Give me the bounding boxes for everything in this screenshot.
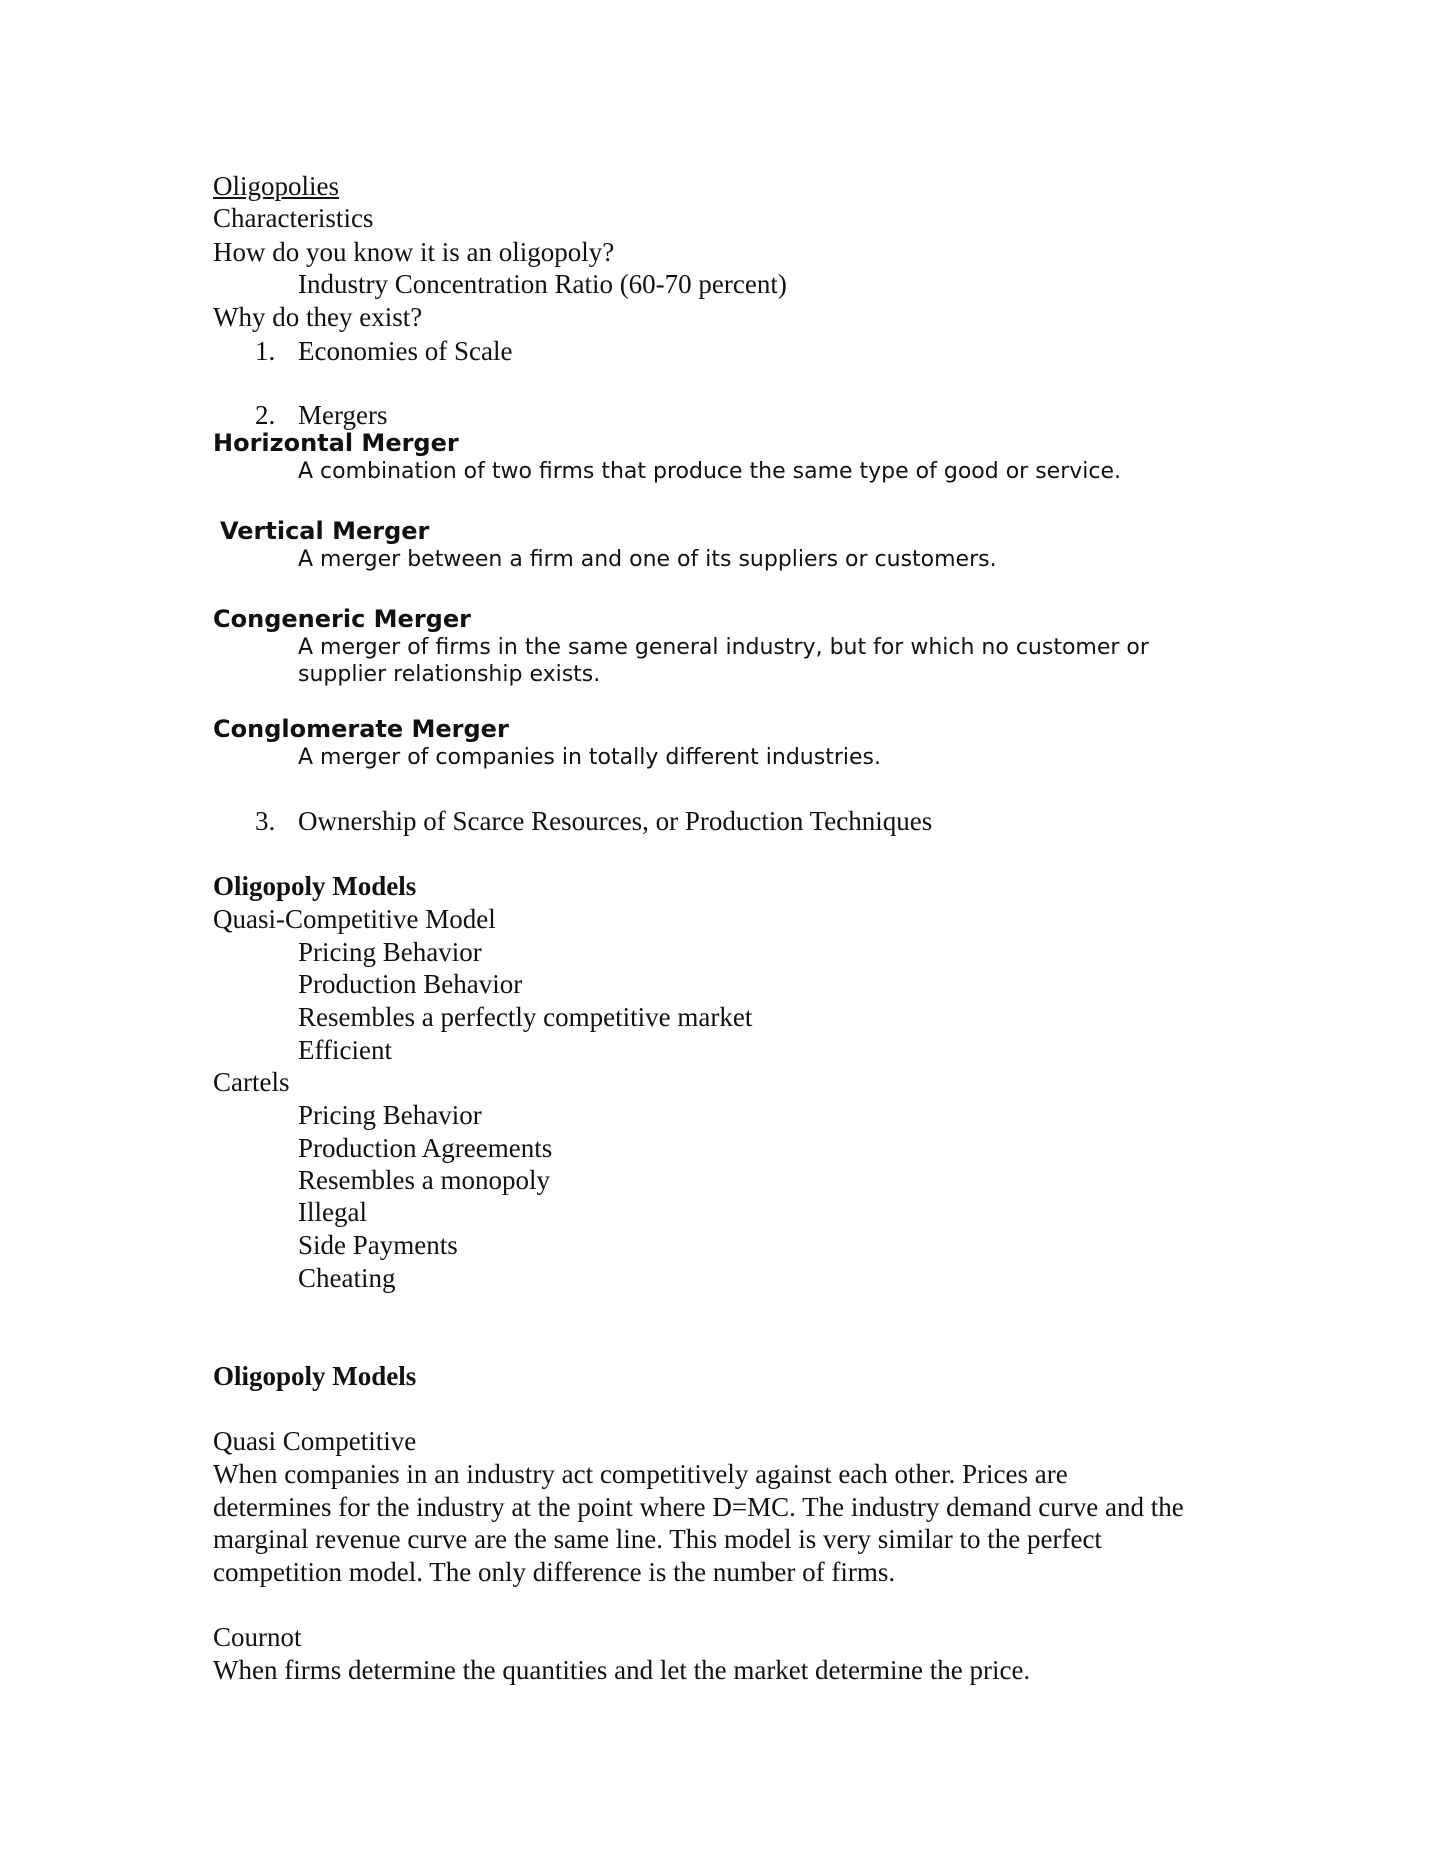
- cartel-item: Production Agreements: [298, 1133, 553, 1163]
- quasi-item: Efficient: [298, 1035, 392, 1065]
- concentration-ratio: Industry Concentration Ratio (60-70 percent): [298, 269, 787, 299]
- quasi-item: Resembles a perfectly competitive market: [298, 1002, 753, 1032]
- document-heading: Oligopolies: [213, 171, 339, 201]
- question-exist: Why do they exist?: [213, 302, 423, 332]
- characteristics-label: Characteristics: [213, 203, 374, 233]
- cournot-text: When firms determine the quantities and let the market determine the price.: [213, 1655, 1031, 1685]
- quasi-competitive-text: competition model. The only difference is the number of firms.: [213, 1557, 896, 1587]
- merger-title: Horizontal Merger: [213, 429, 459, 457]
- quasi-competitive-text: determines for the industry at the point where D=MC. The industry demand curve and the: [213, 1492, 1184, 1522]
- reason-item: Economies of Scale: [298, 336, 513, 366]
- cartel-item: Pricing Behavior: [298, 1100, 482, 1130]
- reason-number: 1.: [255, 336, 276, 366]
- quasi-competitive-title: Quasi Competitive: [213, 1426, 417, 1456]
- cartel-item: Side Payments: [298, 1230, 458, 1260]
- merger-definition: A combination of two firms that produce the same type of good or service.: [298, 459, 1122, 484]
- merger-definition: supplier relationship exists.: [298, 662, 601, 687]
- merger-definition: A merger of companies in totally different industries.: [298, 745, 881, 770]
- cartels-title: Cartels: [213, 1067, 290, 1097]
- cartel-item: Resembles a monopoly: [298, 1165, 550, 1195]
- reason-item: Mergers: [298, 400, 388, 430]
- merger-definition: A merger between a firm and one of its suppliers or customers.: [298, 547, 997, 572]
- merger-definition: A merger of firms in the same general industry, but for which no customer or: [298, 635, 1149, 660]
- quasi-item: Pricing Behavior: [298, 937, 482, 967]
- reason-number: 2.: [255, 400, 276, 430]
- cartel-item: Illegal: [298, 1197, 367, 1227]
- merger-title: Conglomerate Merger: [213, 715, 509, 743]
- cournot-title: Cournot: [213, 1622, 302, 1652]
- reason-number: 3.: [255, 806, 276, 836]
- quasi-competitive-text: marginal revenue curve are the same line. This model is very similar to the perfect: [213, 1524, 1102, 1554]
- quasi-model-title: Quasi-Competitive Model: [213, 904, 496, 934]
- question-know: How do you know it is an oligopoly?: [213, 237, 615, 267]
- models-heading: Oligopoly Models: [213, 871, 417, 901]
- reason-item: Ownership of Scarce Resources, or Production Techniques: [298, 806, 933, 836]
- models-heading: Oligopoly Models: [213, 1361, 417, 1391]
- merger-title: Vertical Merger: [220, 517, 430, 545]
- cartel-item: Cheating: [298, 1263, 396, 1293]
- merger-title: Congeneric Merger: [213, 605, 471, 633]
- quasi-competitive-text: When companies in an industry act competitively against each other. Prices are: [213, 1459, 1068, 1489]
- quasi-item: Production Behavior: [298, 969, 523, 999]
